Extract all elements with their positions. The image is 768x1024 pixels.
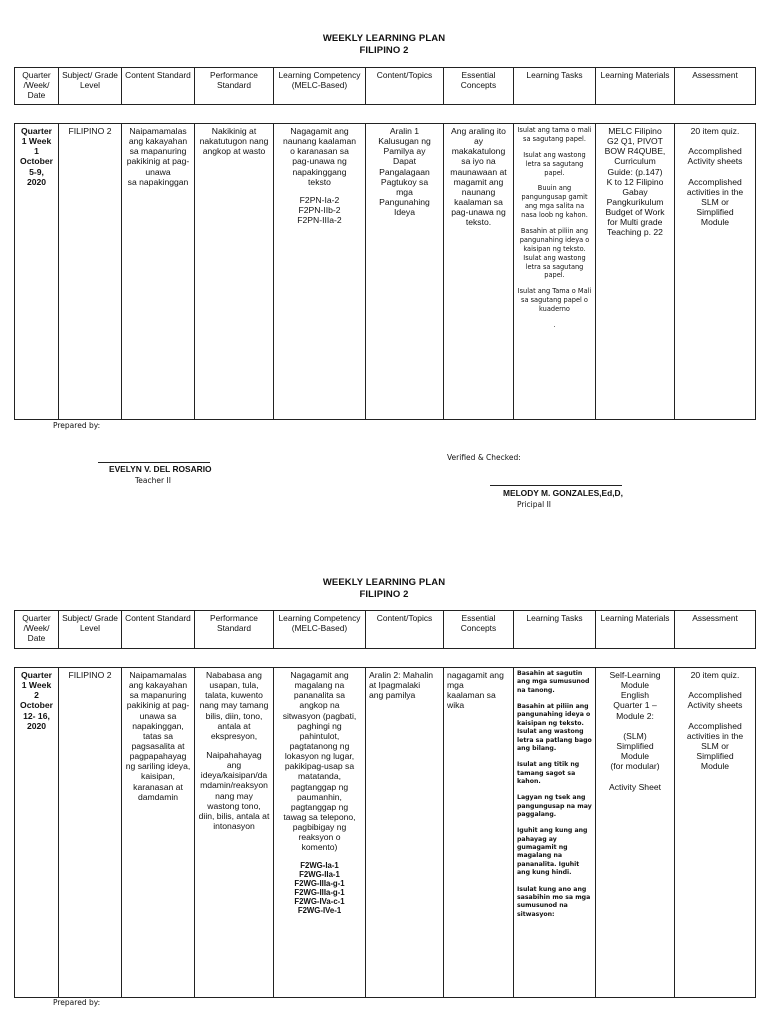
learning-task: Basahin at sagutin ang mga sumusunod na tanong. bbox=[517, 670, 590, 694]
plan2-competency-codes bbox=[277, 861, 362, 916]
plan2-tasks-cell bbox=[514, 668, 596, 998]
header-performance-standard: Performance Standard bbox=[195, 611, 274, 649]
plan2-performance-standard-cell bbox=[195, 668, 274, 998]
cell-line: at Ipagmalaki bbox=[369, 680, 421, 691]
cell-line: unawa sa bbox=[139, 710, 177, 721]
cell-line: unawa bbox=[145, 166, 171, 177]
cell-line: kaalaman sa bbox=[447, 690, 496, 701]
cell-line bbox=[599, 721, 671, 731]
learning-task: Lagyan ng tsek ang pangungusap na may paggalang. bbox=[517, 794, 592, 819]
cell-line: pagtatanong ng bbox=[289, 740, 350, 751]
cell-line: F2PN-IIIa-2 bbox=[297, 215, 342, 226]
cell-line: Activity sheets bbox=[687, 156, 743, 167]
header-learning-tasks: Learning Tasks bbox=[514, 68, 596, 105]
cell-line: magamit ang bbox=[453, 176, 504, 187]
learning-task: Isulat ang tama o mali sa sagutang papel. bbox=[517, 126, 592, 143]
cell-line: naunang kaalaman bbox=[282, 136, 357, 147]
plan2-body-table bbox=[14, 667, 756, 998]
cell-line: kaalaman sa bbox=[454, 196, 503, 207]
learning-task: Buuin ang pangungusap gamit ang mga salita na nasa loob ng kahon. bbox=[521, 184, 588, 220]
header-learning-materials: Learning Materials bbox=[596, 68, 675, 105]
cell-line: Activity Sheet bbox=[608, 781, 662, 792]
cell-line: ideya/kaisipan/da bbox=[200, 770, 268, 781]
cell-line bbox=[678, 711, 752, 721]
cell-line: F2WG-IVa-c-1 bbox=[294, 897, 345, 907]
plan2-subject-cell: FILIPINO 2 bbox=[59, 668, 122, 998]
cell-line: pagtanggap ng bbox=[290, 781, 349, 792]
cell-line: Aralin 1 bbox=[389, 126, 420, 136]
header-learning-competency: Learning Competency (MELC-Based) bbox=[274, 611, 366, 649]
learning-task: Isulat ang Tama o Mali sa sagutang papel o kuaderno bbox=[517, 287, 592, 314]
header-content-topics: Content/Topics bbox=[366, 611, 444, 649]
cell-line: bilis, diin, tono, bbox=[205, 710, 263, 721]
cell-line: sa iyo na bbox=[461, 156, 496, 167]
cell-line: MELC Filipino bbox=[608, 126, 662, 136]
cell-line: karanasan at bbox=[133, 781, 183, 792]
cell-line: SLM or bbox=[701, 740, 729, 751]
header-content-standard: Content Standard bbox=[122, 611, 195, 649]
cell-line: activities in the bbox=[686, 730, 744, 741]
learning-task: Basahin at piliin ang pangunahing ideya o kaisipan ng teksto. Isulat ang wastong letra sa patlang bago ang bilang. bbox=[517, 703, 592, 752]
cell-line: Nakikinig at bbox=[211, 126, 257, 136]
cell-line: sa napakinggan bbox=[127, 176, 189, 187]
plan1-header-table bbox=[14, 67, 756, 105]
cell-line: ang kakayahan bbox=[128, 136, 188, 147]
cell-line: Accomplished bbox=[688, 690, 742, 701]
cell-line: F2WG-IVe-1 bbox=[297, 906, 342, 916]
plan2-assessment-cell bbox=[675, 668, 756, 998]
learning-task: Isulat ang titik ng tamang sagot sa kahon. bbox=[517, 761, 580, 785]
cell-line bbox=[678, 167, 752, 177]
cell-line: Pangalagaan bbox=[379, 166, 430, 177]
plan1-body-table bbox=[14, 123, 756, 420]
cell-line: Accomplished bbox=[688, 720, 742, 731]
teacher-signature-line bbox=[98, 462, 210, 463]
cell-line: nang may bbox=[215, 790, 253, 801]
cell-line: Budget of Work bbox=[605, 207, 665, 218]
cell-line: pag-unawa ng bbox=[451, 207, 506, 218]
header-quarter: Quarter /Week/ Date bbox=[15, 68, 59, 105]
cell-line: pag-unawa ng bbox=[292, 156, 347, 167]
cell-line: Quarter 1 – bbox=[613, 700, 657, 711]
cell-line: sa mapanuring bbox=[129, 690, 187, 701]
plan1-quarter-cell bbox=[15, 124, 59, 420]
cell-line: wika bbox=[447, 700, 465, 711]
cell-line: paumanhin, bbox=[297, 791, 342, 802]
header-subject: Subject/ Grade Level bbox=[59, 68, 122, 105]
cell-line bbox=[678, 136, 752, 146]
plan2-subtitle: FILIPINO 2 bbox=[359, 589, 409, 600]
header-learning-tasks: Learning Tasks bbox=[514, 611, 596, 649]
cell-line: Gabay bbox=[622, 186, 648, 197]
principal-signature-line bbox=[490, 485, 622, 486]
cell-line: magalang na bbox=[294, 680, 345, 691]
cell-line: teksto bbox=[308, 176, 331, 187]
cell-line: pagpapahayag bbox=[129, 751, 187, 762]
plan1-concepts-cell bbox=[444, 124, 514, 420]
cell-line: mga bbox=[447, 680, 464, 691]
learning-task: Isulat kung ano ang sasabihin mo sa mga sumusunod na sitwasyon: bbox=[517, 885, 591, 918]
cell-line: naunang bbox=[461, 186, 496, 197]
principal-name: MELODY M. GONZALES,Ed,D, bbox=[503, 488, 623, 498]
cell-line: F2WG-IIIa-g-1 bbox=[294, 878, 345, 888]
header-subject: Subject/ Grade Level bbox=[59, 611, 122, 649]
cell-line: 1 bbox=[34, 146, 39, 157]
teacher-role: Teacher II bbox=[135, 476, 171, 485]
cell-line: usapan, tula, bbox=[209, 680, 259, 691]
cell-line: Self-Learning bbox=[609, 670, 661, 680]
cell-line: sa mapanuring bbox=[129, 146, 187, 157]
cell-line: F2PN-Ia-2 bbox=[299, 194, 340, 205]
cell-line: Teaching p. 22 bbox=[607, 227, 663, 238]
cell-line: Dapat bbox=[393, 156, 416, 167]
cell-line: komento) bbox=[301, 842, 338, 853]
cell-line: pagtanggap ng bbox=[290, 801, 349, 812]
cell-line: ang kakayahan bbox=[128, 680, 188, 691]
plan2-performance-standard-b bbox=[198, 750, 270, 831]
cell-line: Pagtukoy sa bbox=[380, 176, 429, 187]
cell-line: Nababasa ang bbox=[206, 670, 262, 680]
cell-line: 1 Week bbox=[21, 136, 52, 147]
plan2-materials-cell bbox=[596, 668, 675, 998]
cell-line: Module bbox=[700, 761, 730, 772]
cell-line: 5-9, bbox=[29, 166, 44, 177]
plan1-topics-cell bbox=[366, 124, 444, 420]
cell-line: Simplified bbox=[616, 740, 654, 751]
plan1-title: WEEKLY LEARNING PLAN bbox=[322, 33, 446, 44]
cell-line: 2020 bbox=[26, 720, 47, 731]
cell-line: nagagamit ang bbox=[447, 670, 504, 680]
cell-line: napakinggan, bbox=[132, 720, 184, 731]
cell-line: F2WG-IIIa-g-1 bbox=[294, 888, 345, 898]
cell-line: tatas sa bbox=[142, 730, 174, 741]
plan2-competency-text bbox=[277, 670, 362, 853]
header-essential-concepts: Essential Concepts bbox=[444, 611, 514, 649]
plan1-competency-codes bbox=[277, 195, 362, 225]
plan1-content-standard-cell bbox=[122, 124, 195, 420]
cell-line: diin, bilis, antala at bbox=[198, 810, 270, 821]
header-essential-concepts: Essential Concepts bbox=[444, 68, 514, 105]
cell-line: sitwasyon (pagbati, bbox=[282, 710, 357, 721]
learning-task: . bbox=[553, 321, 556, 330]
cell-line: activities in the bbox=[686, 186, 744, 197]
cell-line: intonasyon bbox=[213, 820, 255, 831]
cell-line: pananalita sa bbox=[293, 690, 346, 701]
cell-line: damdamin bbox=[137, 791, 179, 802]
cell-line bbox=[678, 680, 752, 690]
cell-line: pakikipag-usap sa bbox=[284, 761, 355, 772]
cell-line: Nagagamit ang bbox=[290, 670, 349, 680]
learning-task: Basahin at piliin ang pangunahing ideya o kaisipan ng teksto. Isulat ang wastong letra sa sagutang papel. bbox=[519, 227, 590, 280]
cell-line: Kalusugan ng bbox=[378, 136, 431, 147]
cell-line: Naipamamalas bbox=[129, 126, 187, 136]
plan1-competency-cell bbox=[274, 124, 366, 420]
cell-line: Module 2: bbox=[616, 710, 654, 721]
cell-line: pagsasalita at bbox=[131, 740, 185, 751]
cell-line: ng sariling ideya, bbox=[125, 761, 191, 772]
verified-label: Verified & Checked: bbox=[447, 453, 521, 462]
cell-line: BOW R4QUBE, bbox=[604, 146, 666, 157]
cell-line: October bbox=[20, 700, 53, 711]
cell-line: talata, kuwento bbox=[205, 690, 263, 701]
cell-line: ang pamilya bbox=[369, 690, 416, 701]
plan2-concepts-cell bbox=[444, 668, 514, 998]
cell-line: (SLM) bbox=[623, 730, 647, 741]
header-content-topics: Content/Topics bbox=[366, 68, 444, 105]
cell-line: makakatulong bbox=[451, 146, 506, 157]
cell-line: kaisipan, bbox=[141, 771, 175, 782]
cell-line: October bbox=[20, 156, 53, 167]
cell-line: tawag sa telepono, bbox=[283, 811, 356, 822]
cell-line: Accomplished bbox=[688, 176, 742, 187]
cell-line: Accomplished bbox=[688, 146, 742, 157]
cell-line: reaksyon o bbox=[298, 832, 341, 843]
cell-line: pakikinig at pag- bbox=[126, 156, 190, 167]
cell-line: 1 Week bbox=[21, 680, 52, 691]
cell-line: Ang araling ito bbox=[451, 126, 506, 136]
cell-line: (for modular) bbox=[610, 761, 660, 772]
cell-line: Pangunahing bbox=[379, 196, 430, 207]
cell-line: pahintulot, bbox=[299, 730, 340, 741]
cell-line: 2020 bbox=[26, 176, 47, 187]
cell-line: mga bbox=[396, 186, 413, 197]
plan2-header-table bbox=[14, 610, 756, 649]
cell-line: 20 item quiz. bbox=[690, 126, 740, 136]
cell-line: angkop at wasto bbox=[202, 146, 266, 157]
cell-line: Curriculum bbox=[614, 156, 656, 167]
cell-line: napakinggang bbox=[292, 166, 347, 177]
cell-line: F2WG-IIa-1 bbox=[299, 869, 340, 879]
learning-task: Isulat ang wastong letra sa sagutang papel. bbox=[523, 150, 586, 177]
header-learning-materials: Learning Materials bbox=[596, 611, 675, 649]
cell-line: lokasyon ng lugar, bbox=[284, 751, 355, 762]
plan2-topics-cell bbox=[366, 668, 444, 998]
cell-line: antala at bbox=[217, 720, 251, 731]
plan2-competency-cell bbox=[274, 668, 366, 998]
cell-line: mdamin/reaksyon bbox=[200, 780, 268, 791]
cell-line: Module bbox=[620, 751, 650, 762]
plan2-performance-standard-a bbox=[198, 670, 270, 741]
plan1-performance-standard-cell bbox=[195, 124, 274, 420]
cell-line: for Multi grade bbox=[607, 217, 663, 228]
cell-line: Nagagamit ang bbox=[290, 126, 349, 136]
cell-line: Aralin 2: Mahalin bbox=[369, 670, 434, 680]
cell-line: F2PN-IIb-2 bbox=[298, 204, 341, 215]
cell-line: Module bbox=[700, 217, 730, 228]
cell-line: nakatutugon nang bbox=[199, 136, 269, 147]
cell-line: Simplified bbox=[696, 751, 734, 762]
cell-line: 12- 16, bbox=[23, 710, 50, 721]
cell-line: Simplified bbox=[696, 207, 734, 218]
cell-line: Activity sheets bbox=[687, 700, 743, 711]
header-quarter: Quarter /Week/ Date bbox=[15, 611, 59, 649]
prepared-by-label: Prepared by: bbox=[53, 421, 101, 430]
cell-line: F2WG-Ia-1 bbox=[300, 860, 339, 870]
cell-line: ay bbox=[473, 136, 484, 147]
cell-line: o karanasan sa bbox=[290, 146, 349, 157]
plan2-quarter-cell bbox=[15, 668, 59, 998]
cell-line: pakikinig at pag- bbox=[126, 700, 190, 711]
plan2-title: WEEKLY LEARNING PLAN bbox=[322, 577, 446, 588]
header-assessment: Assessment bbox=[675, 611, 756, 649]
cell-line: 2 bbox=[34, 690, 39, 701]
cell-line: Quarter bbox=[20, 670, 53, 680]
header-content-standard: Content Standard bbox=[122, 68, 195, 105]
plan1-tasks-cell bbox=[514, 124, 596, 420]
cell-line: angkop na bbox=[299, 700, 340, 711]
cell-line: G2 Q1, PIVOT bbox=[607, 136, 663, 147]
cell-line: Naipahahayag bbox=[206, 749, 262, 760]
cell-line: Module bbox=[620, 680, 650, 691]
cell-line: SLM or bbox=[701, 196, 729, 207]
principal-role: Pricipal II bbox=[517, 500, 552, 509]
cell-line: Naipamamalas bbox=[129, 670, 187, 680]
footer-prepared-by-label: Prepared by: bbox=[53, 998, 101, 1007]
cell-line: K to 12 Filipino bbox=[606, 176, 664, 187]
plan2-content-standard-cell bbox=[122, 668, 195, 998]
plan1-subject-cell: FILIPINO 2 bbox=[59, 124, 122, 420]
plan1-assessment-cell bbox=[675, 124, 756, 420]
cell-line: Pangkurikulum bbox=[606, 196, 664, 207]
cell-line: ekspresyon, bbox=[210, 730, 258, 741]
plan1-subtitle: FILIPINO 2 bbox=[359, 45, 409, 56]
cell-line: nang may tamang bbox=[199, 700, 269, 711]
cell-line: teksto. bbox=[465, 217, 492, 228]
plan1-materials-cell bbox=[596, 124, 675, 420]
header-learning-competency: Learning Competency (MELC-Based) bbox=[274, 68, 366, 105]
cell-line: matatanda, bbox=[298, 771, 341, 782]
cell-line: Ideya bbox=[393, 207, 416, 218]
cell-line: wastong tono, bbox=[207, 800, 261, 811]
cell-line: pagbibigay ng bbox=[292, 822, 347, 833]
cell-line: English bbox=[620, 690, 650, 701]
cell-line: Pamilya ay bbox=[383, 146, 426, 157]
cell-line: Quarter bbox=[20, 126, 53, 136]
plan1-competency-text bbox=[277, 126, 362, 187]
cell-line: 20 item quiz. bbox=[690, 670, 740, 680]
teacher-name: EVELYN V. DEL ROSARIO bbox=[109, 464, 212, 474]
cell-line bbox=[599, 771, 671, 781]
learning-task: Iguhit ang kung ang pahayag ay gumagamit ng magalang na pananalita. Iguhit ang kung hindi. bbox=[517, 827, 588, 877]
header-assessment: Assessment bbox=[675, 68, 756, 105]
cell-line: Guide: (p.147) bbox=[607, 166, 663, 177]
cell-line: paghingi ng bbox=[297, 720, 342, 731]
cell-line: maunawaan at bbox=[450, 166, 507, 177]
cell-line: ang bbox=[226, 760, 242, 771]
header-performance-standard: Performance Standard bbox=[195, 68, 274, 105]
